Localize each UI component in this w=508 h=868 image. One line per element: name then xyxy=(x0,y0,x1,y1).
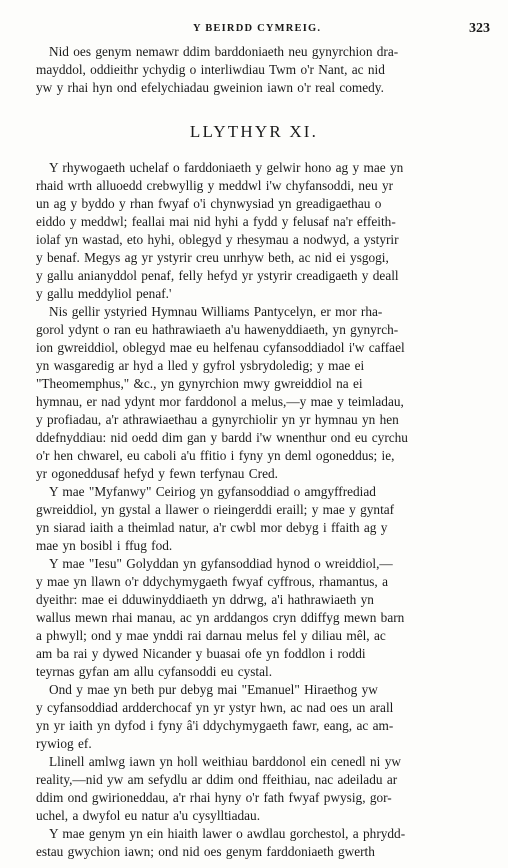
text-line: Y mae genym yn ein hiaith lawer o awdlau gorchestol, a phrydd- xyxy=(49,826,406,841)
text-line: iolaf yn wastad, eto hyhi, oblegyd y rhesymau a nodwyd, a ystyrir xyxy=(36,232,399,247)
text-line: am ba rai y dywed Nicander y buasai ofe yn foddlon i roddi xyxy=(36,646,366,661)
text-line: yn wasgaredig ar hyd a lled y gyfrol ysbrydoledig; y mae ei xyxy=(36,358,365,373)
text-line: y profiadau, a'r athrawiaethau a gynyrchiolir yn yr hymnau yn hen xyxy=(36,412,399,427)
text-line: o'r hen chwarel, eu caboli a'u ffitio i fyny yn deml ogoneddus; ie, xyxy=(36,448,395,463)
text-line: hymnau, er nad ydynt mor farddonol a melus,—y mae y teimladau, xyxy=(36,394,404,409)
text-line: mae yn bosibl i ffug fod. xyxy=(36,538,173,553)
text-line: Nid oes genym nemawr ddim barddoniaeth neu gynyrchion dra- xyxy=(49,44,399,59)
text-line: yw y rhai hyn ond efelychiadau gweinion iawn o'r real comedy. xyxy=(36,80,384,95)
text-line: y cyfansoddiad ardderchocaf yn yr ystyr hwn, ac nad oes un arall xyxy=(36,700,394,715)
text-line: Y mae "Iesu" Golyddan yn gyfansoddiad hynod o wreiddiol,— xyxy=(49,556,393,571)
text-line: yn siarad iaith a theimlad natur, a'r cwbl mor debyg i ffaith ag y xyxy=(36,520,388,535)
text-line: yr ogoneddusaf hefyd y fewn terfynau Cred. xyxy=(36,466,278,481)
text-line: ion gwreiddiol, oblegyd mae eu helfenau cyfansoddiadol i'w caffael xyxy=(36,340,405,355)
text-line: ddim ond gwirioneddau, a'r rhai hyny o'r fath fwyaf pwysig, gor- xyxy=(36,790,392,805)
text-line: Y rhywogaeth uchelaf o farddoniaeth y gelwir hono ag y mae yn xyxy=(49,160,404,175)
text-line: rhaid wrth alluoedd crebwyllig y meddwl i'w chyfansoddi, neu yr xyxy=(36,178,394,193)
text-line: y gallu anianyddol penaf, felly hefyd yr ystyrir creadigaeth y deall xyxy=(36,268,399,283)
text-line: reality,—nid yw am sefydlu ar ddim ond ffeithiau, nac adeiladu ar xyxy=(36,772,398,787)
running-head: Y BEIRDD CYMREIG. xyxy=(193,23,322,34)
page-number: 323 xyxy=(469,21,490,36)
text-line: Nis gellir ystyried Hymnau Williams Pantycelyn, er mor rha- xyxy=(49,304,383,319)
text-line: y mae yn llawn o'r ddychymygaeth fwyaf cyffrous, rhamantus, a xyxy=(36,574,388,589)
text-line: gorol ydynt o ran eu hathrawiaeth a'u hawenyddiaeth, yn gynyrch- xyxy=(36,322,399,337)
text-line: Llinell amlwg iawn yn holl weithiau barddonol ein cenedl ni yw xyxy=(49,754,401,769)
text-line: gwreiddiol, yn gystal a llawer o rieingerddi eraill; y mae y gyntaf xyxy=(36,502,395,517)
text-line: Ond y mae yn beth pur debyg mai "Emanuel" Hiraethog yw xyxy=(49,682,378,697)
text-line: estau gwychion iawn; ond nid oes genym farddoniaeth gwerth xyxy=(36,844,375,859)
text-line: y benaf. Megys ag yr ystyrir creu unrhyw beth, ac nid ei ysgogi, xyxy=(36,250,389,265)
text-line: un ag y byddo y rhan fwyaf o'i chynwysiad yn greadigaethau o xyxy=(36,196,382,211)
text-line: uchel, a dwyfol eu natur a'u cysylltiadau. xyxy=(36,808,261,823)
text-line: yn yr iaith yn dyfod i fyny â'i ddychymygaeth fawr, eang, ac am- xyxy=(36,718,394,733)
text-line: ddefnyddiau: nid oedd dim gan y bardd i'w wnenthur ond eu cyrchu xyxy=(36,430,408,445)
text-line: teyrnas gyfan am allu cyfansoddi eu cystal. xyxy=(36,664,273,679)
text-line: a phwyll; ond y mae ynddi rai darnau melus fel y diliau mêl, ac xyxy=(36,628,386,643)
text-line: mayddol, oddieithr ychydig o interliwdiau Twm o'r Nant, ac nid xyxy=(36,62,385,77)
text-line: Y mae "Myfanwy" Ceiriog yn gyfansoddiad o amgyffrediad xyxy=(49,484,376,499)
text-line: eiddo y meddwl; feallai mai nid hyhi a fydd y felusaf na'r effeith- xyxy=(36,214,396,229)
text-line: y gallu meddyliol penaf.' xyxy=(36,286,172,301)
text-line: wallus mewn rhai manau, ac yn arddangos cryn ddiffyg mewn barn xyxy=(36,610,405,625)
text-line: dyeithr: mae ei dduwinyddiaeth yn ddrwg, a'i hathrawiaeth yn xyxy=(36,592,374,607)
chapter-heading: LLYTHYR XI. xyxy=(189,122,319,141)
text-line: "Theomemphus," &c., yn gynyrchion mwy gwreiddiol na ei xyxy=(36,376,363,391)
text-line: rywiog ef. xyxy=(36,736,92,751)
